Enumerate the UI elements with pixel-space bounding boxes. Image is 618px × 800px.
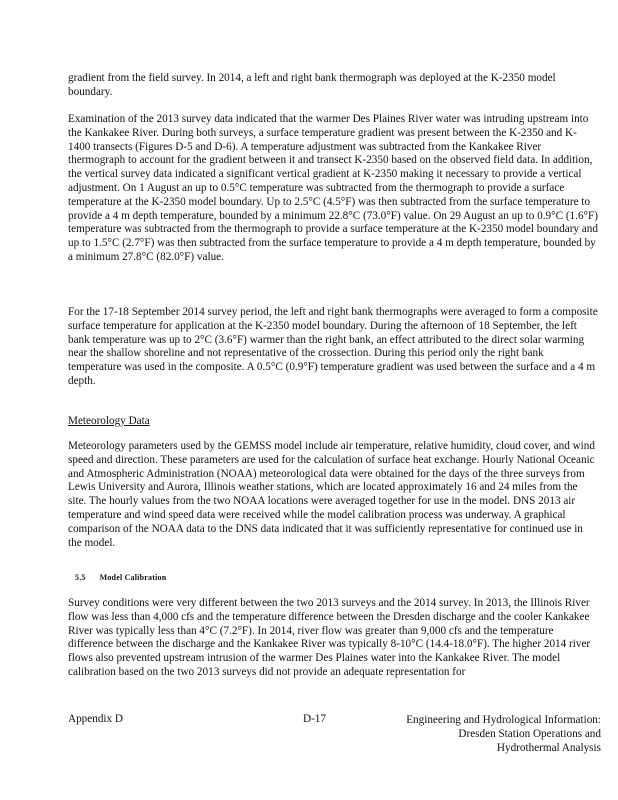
section-title: Model Calibration xyxy=(99,573,167,582)
footer-title-line-1: Engineering and Hydrological Information: xyxy=(406,714,601,726)
footer-title-line-2: Dresden Station Operations and xyxy=(458,728,601,740)
paragraph-meteorology-parameters: Meteorology parameters used by the GEMSS model include air temperature, relative humidity, cloud cover, and wind speed and direction. These parameters are used for the calculation of surface heat exchange. Hourly National Oceanic and Atmospheric Administration (NOAA) meteorological data were obtained for the days of the three surveys from Lewis University and Aurora, Illinois weather stations, which are located approximately 16 and 24 miles from the site. The hourly values from the two NOAA locations were averaged together for use in the model. DNS 2013 air temperature and wind speed data were received while the model calibration process was underway. A graphical comparison of the NOAA data to the DNS data indicated that it was sufficiently representative for continued use in the model. xyxy=(68,440,595,549)
footer-title-line-3: Hydrothermal Analysis xyxy=(496,742,601,754)
section-number: 5.5 xyxy=(75,573,86,582)
paragraph-2014-survey-composite: For the 17-18 September 2014 survey period, the left and right bank thermographs were averaged to form a composite surface temperature for application at the K-2350 model boundary. During the afternoon of 18 September, the left bank temperature was up to 2°C (3.6°F) warmer than the right bank, an effect attributed to the direct solar warming near the shallow shoreline and not representative of the crossection. During this period only the right bank temperature was used in the composite. A 0.5°C (0.9°F) temperature gradient was used between the surface and a 4 m depth. xyxy=(68,306,598,387)
heading-meteorology-data: Meteorology Data xyxy=(68,415,150,427)
paragraph-2013-survey-adjustments: Examination of the 2013 survey data indicated that the warmer Des Plaines River water was intruding upstream into the Kankakee River. During both surveys, a surface temperature gradient was present between the K-2350 and K-1400 transects (Figures D-5 and D-6). A temperature adjustment was subtracted from the Kankakee River thermograph to account for the gradient between it and transect K-2350 based on the observed field data. In addition, the vertical survey data indicated a significant vertical gradient at K-2350 making it necessary to provide a vertical adjustment. On 1 August an up to 0.5°C temperature was subtracted from the thermograph to provide a surface temperature at the K-2350 model boundary. Up to 2.5°C (4.5°F) was then subtracted from the surface temperature to provide a 4 m depth temperature, bounded by a minimum 22.8°C (73.0°F) value. On 29 August an up to 0.9°C (1.6°F) temperature was subtracted from the thermograph to provide a surface temperature at the K-2350 model boundary and up to 1.5°C (2.7°F) was then subtracted from the surface temperature to provide a 4 m depth temperature, bounded by a minimum 27.8°C (82.0°F) value. xyxy=(68,113,598,263)
paragraph-survey-conditions: Survey conditions were very different between the two 2013 surveys and the 2014 survey. In 2013, the Illinois River flow was less than 4,000 cfs and the temperature difference between the Dresden discharge and the cooler Kankakee River was typically less than 4°C (7.2°F). In 2014, river flow was greater than 9,000 cfs and the temperature difference between the discharge and the Kankakee River was typically 8-10°C (14.4-18.0°F). The higher 2014 river flows also prevented upstream intrusion of the warmer Des Plaines water into the Kankakee River. The model calibration based on the two 2013 surveys did not provide an adequate representation for xyxy=(68,597,591,678)
footer-document-title xyxy=(365,713,601,755)
footer-appendix-label: Appendix D xyxy=(68,713,123,725)
paragraph-boundary-thermograph: gradient from the field survey. In 2014, a left and right bank thermograph was deployed at the K-2350 model boundary. xyxy=(68,72,556,98)
footer-page-number: D-17 xyxy=(303,713,326,725)
section-heading-model-calibration xyxy=(75,573,180,582)
